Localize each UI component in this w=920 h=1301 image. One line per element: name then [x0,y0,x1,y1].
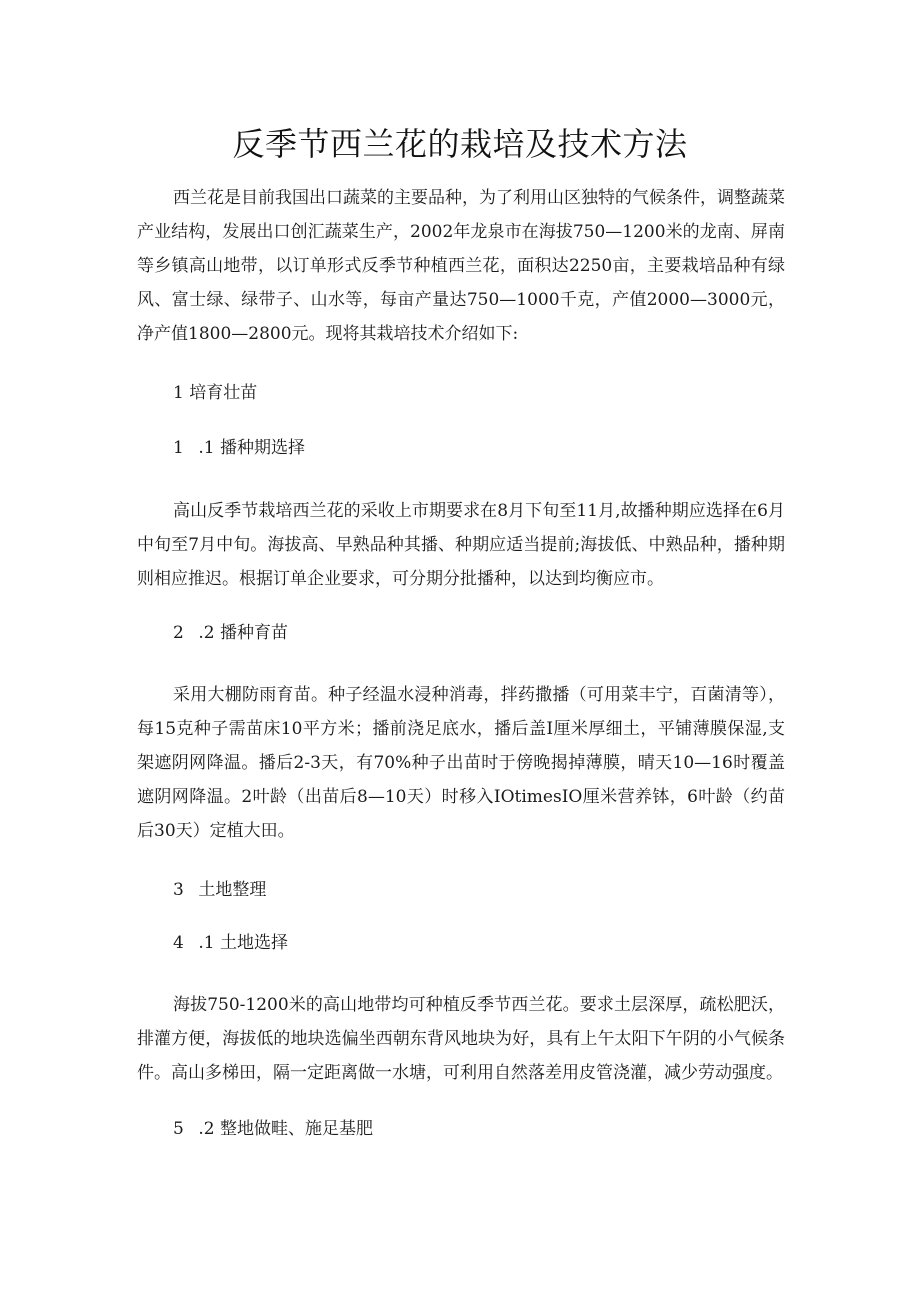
heading-number: 5 [173,1119,184,1139]
heading-number: 1 [173,438,184,458]
section-heading-1-1 [173,436,305,460]
heading-number: 3 [173,880,184,900]
document-title: 反季节西兰花的栽培及技术方法 [232,125,688,163]
section-heading-5 [173,1117,373,1141]
heading-number: 4 [173,933,184,953]
heading-label: .2 整地做畦、施足基肥 [198,1119,374,1139]
intro-paragraph: 西兰花是目前我国出口蔬菜的主要品种，为了利用山区独特的气候条件，调整蔬菜产业结构，发展出口创汇蔬菜生产，2002年龙泉市在海拔750—1200米的龙南、屏南等乡镇高山地带，以订单形式反季节种植西兰花，面积达2250亩，主要栽培品种有绿风、富士绿、绿带子、山水等，每亩产量达750—1000千克，产值2000—3000元，净产值1800—2800元。现将其栽培技术介绍如下: [137,188,785,344]
paragraph-land-selection: 海拔750-1200米的高山地带均可种植反季节西兰花。要求土层深厚，疏松肥沃，排灌方便，海拔低的地块选偏坐西朝东背风地块为好，具有上午太阳下午阴的小气候条件。高山多梯田，隔一定距离做一水塘，可利用自然落差用皮管浇灌，减少劳动强度。 [137,995,785,1083]
section-heading-3 [173,878,266,902]
section-heading-1-2 [173,621,288,645]
paragraph-seedling: 采用大棚防雨育苗。种子经温水浸种消毒，拌药撒播（可用菜丰宁，百菌清等），每15克种子需苗床10平方米；播前浇足底水，播后盖I厘米厚细土，平铺薄膜保湿,支架遮阴网降温。播后2-3天，有70%种子出苗时于傍晚揭掉薄膜，晴天10—16时覆盖遮阴网降温。2叶龄（出苗后8—10天）时移入IOtimesIO厘米营养钵，6叶龄（约苗后30天）定植大田。 [137,685,785,841]
section-heading-4 [173,931,288,955]
section-heading-1: 1 培育壮苗 [173,383,258,403]
paragraph-sowing-period: 高山反季节栽培西兰花的采收上市期要求在8月下旬至11月,故播种期应选择在6月中旬至7月中旬。海拔高、早熟品种其播、种期应适当提前;海拔低、中熟品种，播种期则相应推迟。根据订单企业要求，可分期分批播种，以达到均衡应市。 [137,501,785,589]
heading-label: .1 播种期选择 [198,438,306,458]
heading-label: .2 播种育苗 [198,623,289,643]
heading-label: 土地整理 [198,880,267,900]
heading-number: 2 [173,623,184,643]
heading-label: .1 土地选择 [198,933,289,953]
